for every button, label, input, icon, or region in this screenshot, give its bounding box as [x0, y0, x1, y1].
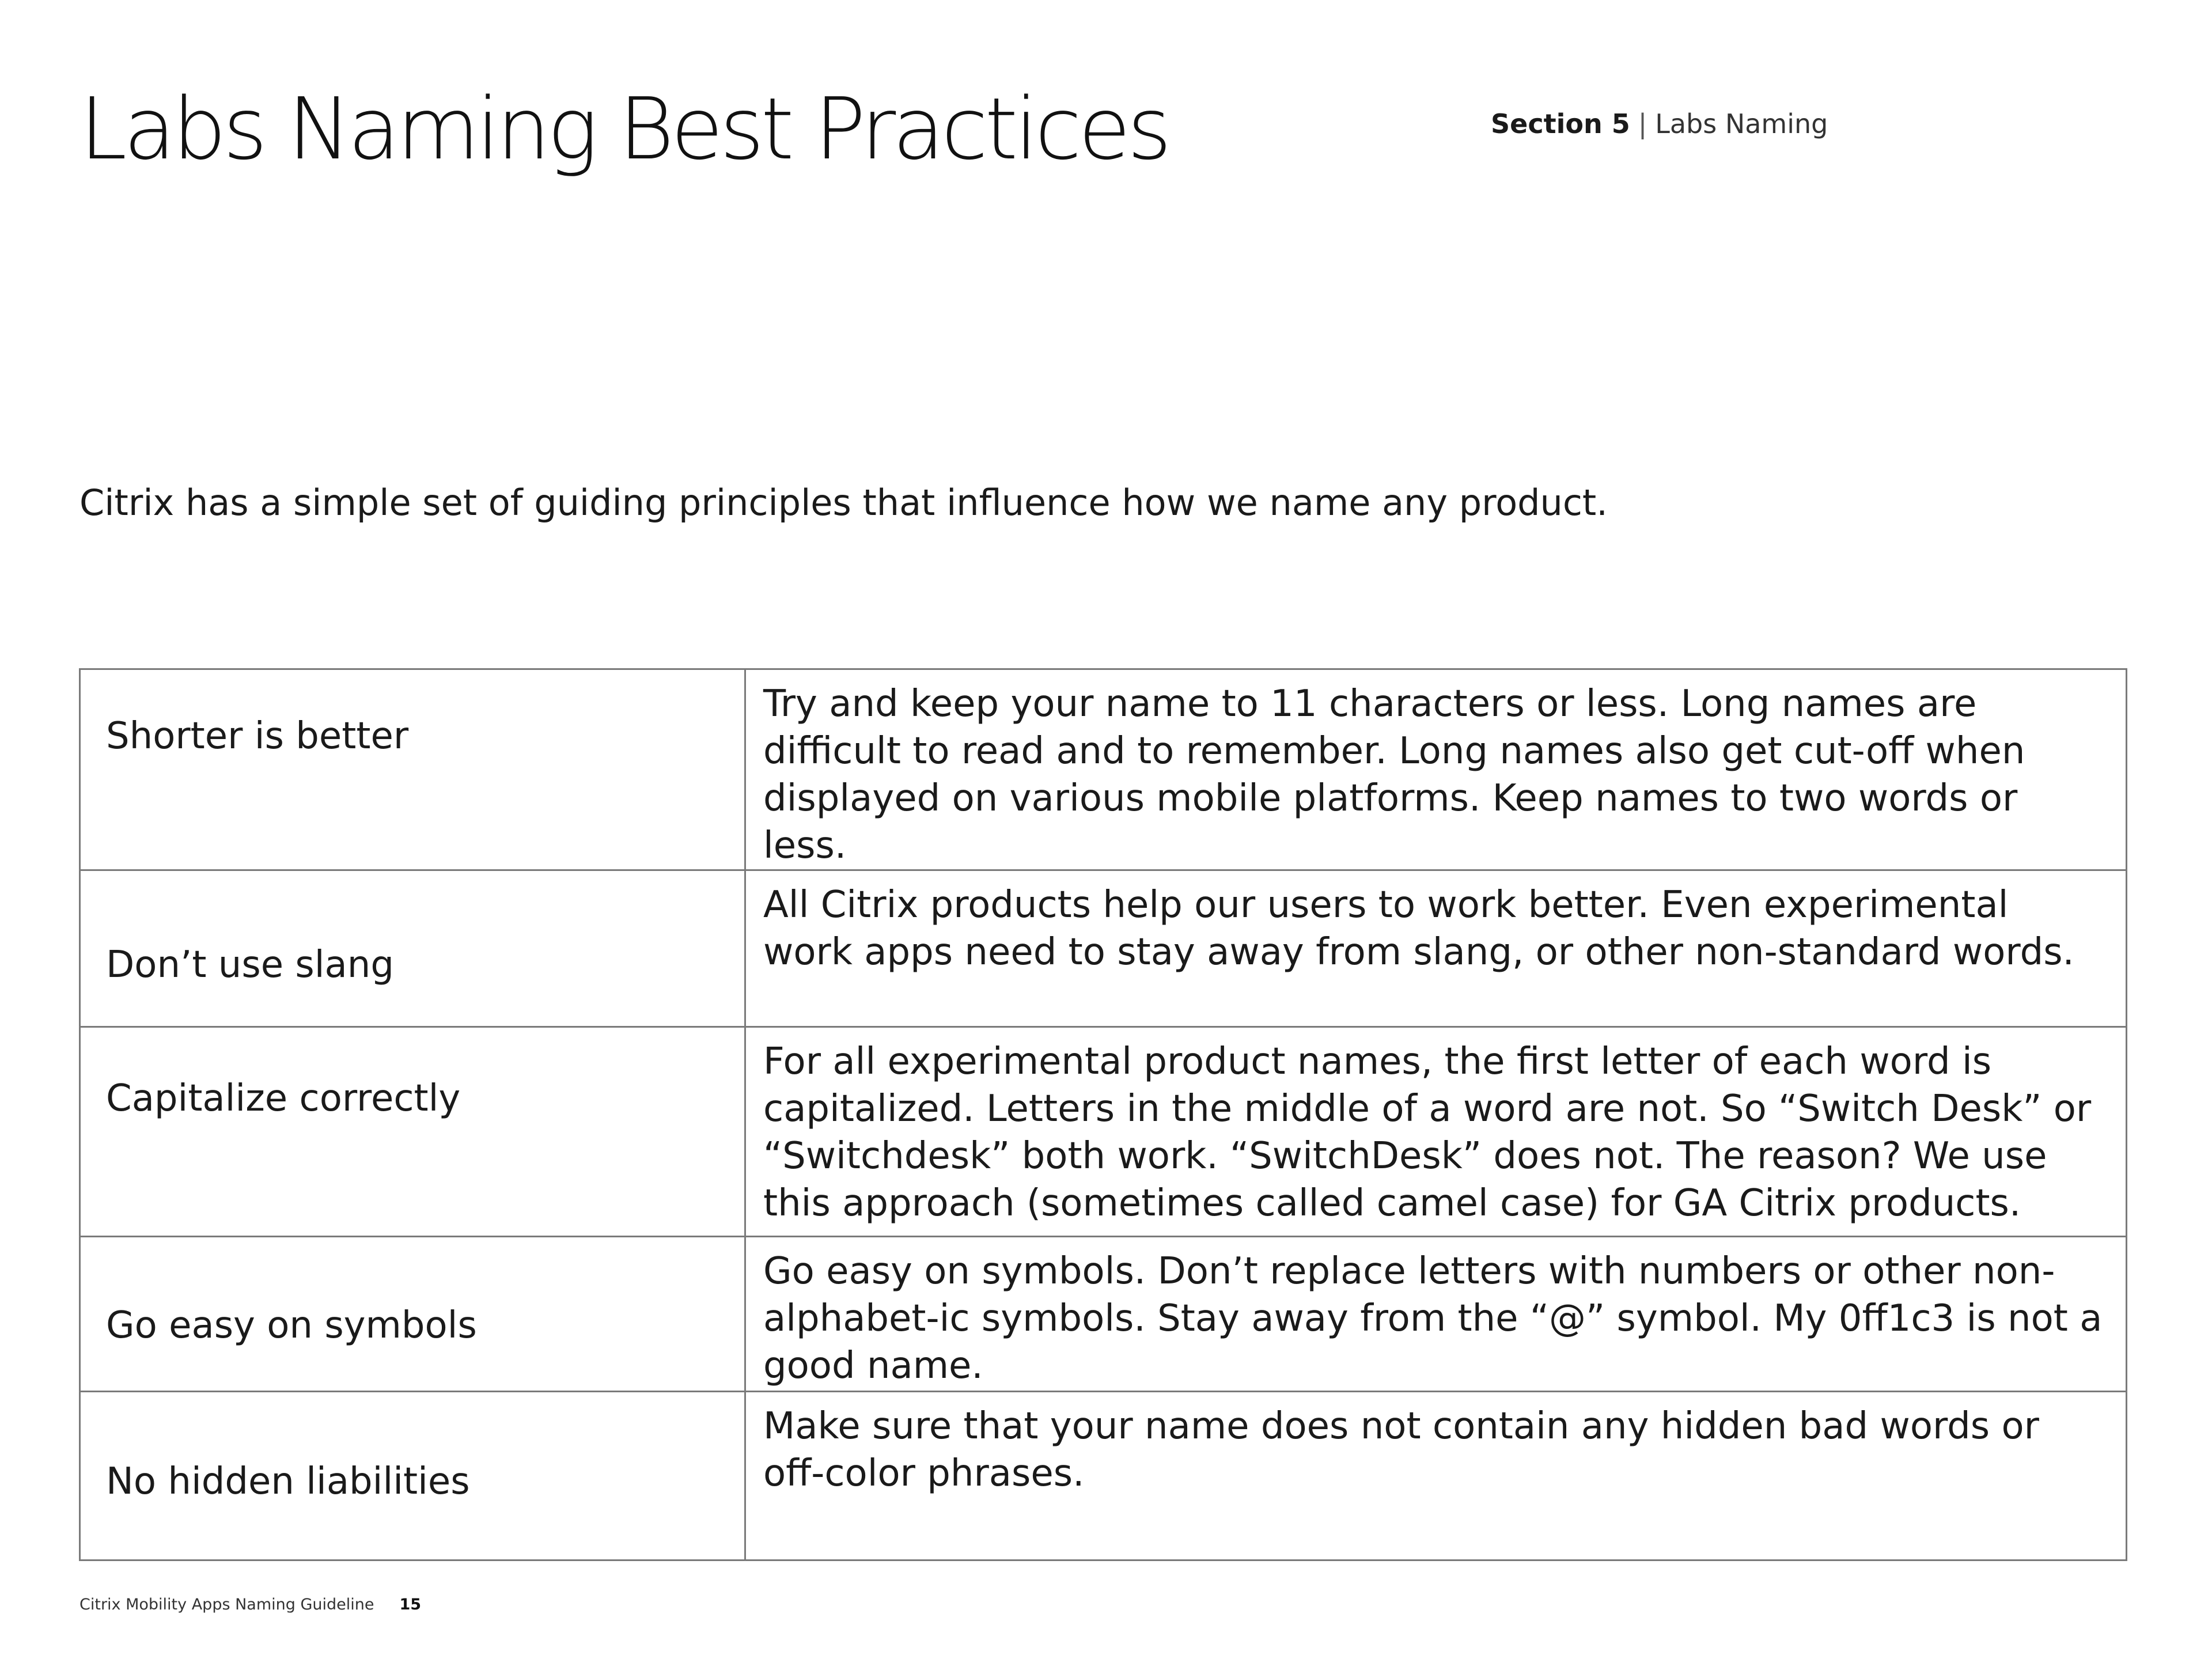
principle-name-cell [80, 870, 745, 1027]
page-number: 15 [399, 1596, 422, 1613]
principle-name: No hidden liabilities [106, 1460, 470, 1503]
principle-name-cell [80, 1237, 745, 1392]
footer-doc-title: Citrix Mobility Apps Naming Guideline [79, 1596, 374, 1613]
principle-name-cell [80, 1027, 745, 1237]
principles-table [79, 668, 2127, 1561]
footer [79, 1596, 421, 1613]
principle-description-cell [745, 669, 2127, 870]
principle-name-cell [80, 1392, 745, 1560]
section-number: Section 5 [1491, 108, 1630, 139]
table-row [80, 1237, 2127, 1392]
section-label [1491, 108, 1828, 139]
principle-name: Capitalize correctly [106, 1077, 461, 1120]
principle-description-cell [745, 870, 2127, 1027]
principle-description: All Citrix products help our users to work better. Even experimental work apps need to stay away from slang, or other non-standard words. [763, 884, 2074, 974]
principle-description: Try and keep your name to 11 characters or less. Long names are difficult to read and to remember. Long names also get cut-off when displayed on various mobile platforms. Keep names to two words or less. [763, 683, 2025, 867]
principle-description: Make sure that your name does not contain any hidden bad words or off-color phrases. [763, 1405, 2039, 1495]
principle-name-cell [80, 669, 745, 870]
table-row [80, 1392, 2127, 1560]
page-title: Labs Naming Best Practices [79, 79, 1168, 179]
table-row [80, 669, 2127, 870]
section-separator: | [1638, 108, 1647, 139]
principle-name: Go easy on symbols [106, 1304, 477, 1347]
principle-description-cell [745, 1027, 2127, 1237]
principle-name: Don’t use slang [106, 944, 394, 986]
table-row [80, 870, 2127, 1027]
principle-description: For all experimental product names, the first letter of each word is capitalized. Letters in the middle of a word are not. So “Switch Desk” or “Switchdesk” both work. “SwitchDesk” does not. The reason? We use this approach (sometimes called camel case) for GA Citrix products. [763, 1040, 2092, 1225]
section-name: Labs Naming [1655, 108, 1828, 139]
intro-text: Citrix has a simple set of guiding principles that influence how we name any product. [79, 482, 1608, 524]
principle-description-cell [745, 1392, 2127, 1560]
principle-description-cell [745, 1237, 2127, 1392]
principle-name: Shorter is better [106, 715, 409, 757]
principle-description: Go easy on symbols. Don’t replace letters with numbers or other non-alphabet-ic symbols. Stay away from the “@” symbol. My 0ff1c3 is not a good name. [763, 1250, 2103, 1387]
table-row [80, 1027, 2127, 1237]
